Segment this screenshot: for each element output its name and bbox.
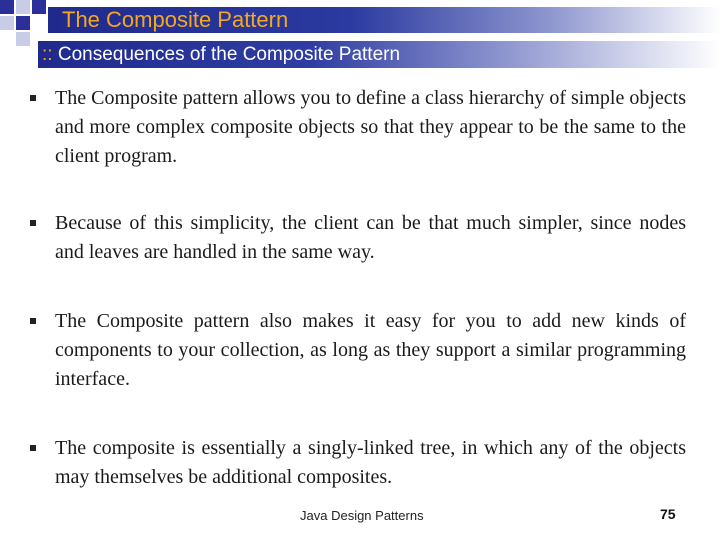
decor-square — [16, 16, 30, 30]
decor-square — [0, 16, 14, 30]
bullet-item — [30, 307, 686, 394]
subtitle-text: Consequences of the Composite Pattern — [52, 44, 401, 65]
decor-square — [0, 0, 14, 14]
bullet-item — [30, 209, 686, 267]
bullet-item — [30, 434, 686, 492]
subtitle-prefix: :: — [42, 44, 53, 65]
decor-square — [16, 0, 30, 14]
slide-title: The Composite Pattern — [62, 7, 289, 32]
slide-subtitle — [42, 42, 400, 68]
square-bullet-icon — [30, 445, 36, 451]
bullet-text: The Composite pattern allows you to define a class hierarchy of simple objects and more complex composite objects so that they appear to be the same to the client program. — [55, 87, 686, 167]
bullet-text: The Composite pattern also makes it easy for you to add new kinds of components to your collection, as long as they support a similar programming interface. — [55, 310, 686, 390]
page-number: 75 — [660, 506, 676, 522]
square-bullet-icon — [30, 318, 36, 324]
bullet-text: Because of this simplicity, the client can be that much simpler, since nodes and leaves are handled in the same way. — [55, 212, 686, 263]
footer-text: Java Design Patterns — [300, 508, 424, 523]
square-bullet-icon — [30, 95, 36, 101]
square-bullet-icon — [30, 220, 36, 226]
decor-square — [16, 32, 30, 46]
bullet-text: The composite is essentially a singly-linked tree, in which any of the objects may themselves be additional composites. — [55, 437, 686, 488]
decor-square — [32, 0, 46, 14]
bullet-item — [30, 84, 686, 171]
